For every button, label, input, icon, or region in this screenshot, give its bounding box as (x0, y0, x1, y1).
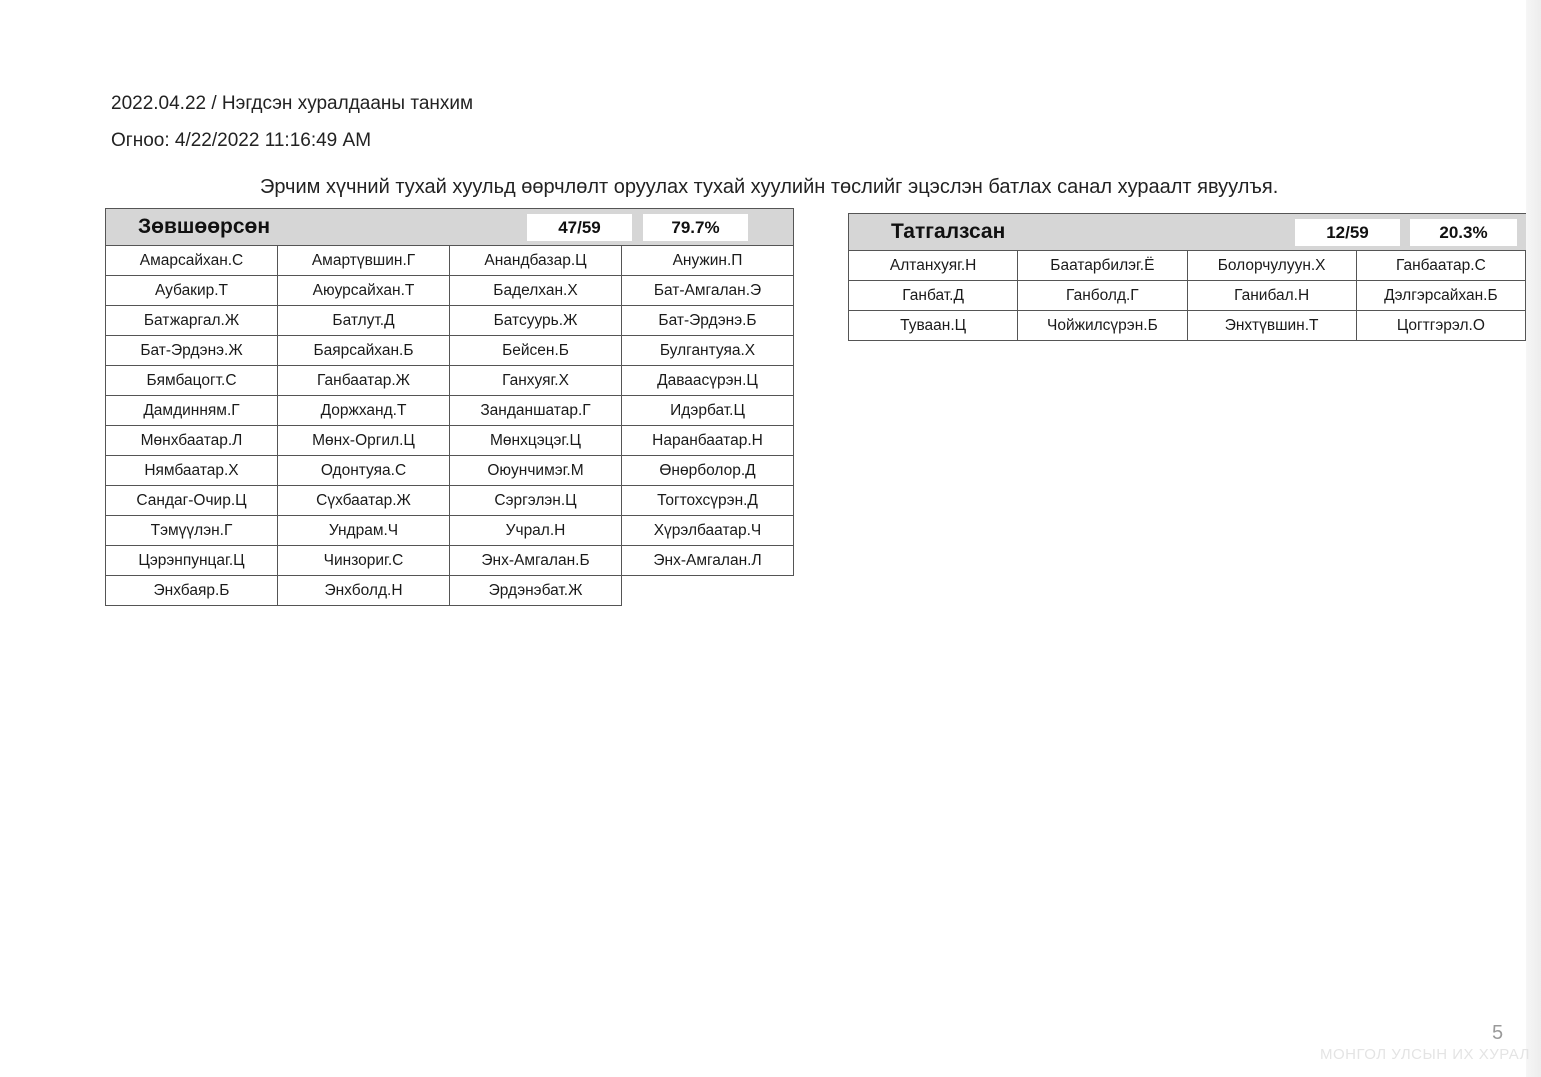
member-name-cell: Занданшатар.Г (450, 396, 622, 426)
approved-title: Зөвшөөрсөн (138, 215, 271, 238)
member-name-cell: Энхбаяр.Б (106, 576, 278, 606)
watermark: МОНГОЛ УЛСЫН ИХ ХУРАЛ (1320, 1046, 1530, 1063)
member-name-cell: Энхболд.Н (278, 576, 450, 606)
member-name-cell: Сандаг-Очир.Ц (106, 486, 278, 516)
member-name-cell: Даваасүрэн.Ц (622, 366, 794, 396)
member-name-cell: Ганбаатар.С (1357, 251, 1526, 281)
member-name-cell: Энхтүвшин.Т (1188, 311, 1357, 341)
member-name-cell: Баатарбилэг.Ё (1018, 251, 1187, 281)
member-name-cell: Амартүвшин.Г (278, 246, 450, 276)
member-name-cell: Бямбацогт.С (106, 366, 278, 396)
motion-text: Эрчим хүчний тухай хуульд өөрчлөлт оруулах тухай хуулийн төслийг эцэслэн батлах санал хураалт явуулъя. (260, 176, 1279, 198)
member-name-cell: Доржханд.Т (278, 396, 450, 426)
member-name-cell: Батлут.Д (278, 306, 450, 336)
member-name-cell: Тэмүүлэн.Г (106, 516, 278, 546)
date-line: Огноо: 4/22/2022 11:16:49 AM (111, 130, 372, 151)
member-name-cell: Сэргэлэн.Ц (450, 486, 622, 516)
member-name-cell: Бейсен.Б (450, 336, 622, 366)
rejected-percent: 20.3% (1410, 219, 1517, 246)
member-name-cell: Бат-Амгалан.Э (622, 276, 794, 306)
member-name-cell: Чинзориг.С (278, 546, 450, 576)
member-name-cell: Анужин.П (622, 246, 794, 276)
member-name-cell: Чойжилсүрэн.Б (1018, 311, 1187, 341)
member-name-cell: Бат-Эрдэнэ.Б (622, 306, 794, 336)
member-name-cell: Наранбаатар.Н (622, 426, 794, 456)
approved-count: 47/59 (527, 214, 632, 241)
member-name-cell: Цогтгэрэл.О (1357, 311, 1526, 341)
member-name-cell: Энх-Амгалан.Б (450, 546, 622, 576)
member-name-cell: Амарсайхан.С (106, 246, 278, 276)
member-name-cell: Аубакир.Т (106, 276, 278, 306)
rejected-header (848, 213, 1526, 251)
member-name-cell: Нямбаатар.Х (106, 456, 278, 486)
member-name-cell: Өнөрболор.Д (622, 456, 794, 486)
member-name-cell: Оюунчимэг.М (450, 456, 622, 486)
approved-header (105, 208, 794, 246)
member-name-cell: Туваан.Ц (849, 311, 1018, 341)
member-name-cell: Учрал.Н (450, 516, 622, 546)
member-name-cell: Ганибал.Н (1188, 281, 1357, 311)
member-name-cell: Тогтохсүрэн.Д (622, 486, 794, 516)
rejected-block (848, 213, 1526, 341)
rejected-members-grid (848, 251, 1526, 341)
member-name-cell: Аюурсайхан.Т (278, 276, 450, 306)
session-line: 2022.04.22 / Нэгдсэн хуралдааны танхим (111, 93, 474, 114)
rejected-title: Татгалзсан (891, 220, 1006, 243)
member-name-cell: Бат-Эрдэнэ.Ж (106, 336, 278, 366)
member-name-cell: Болорчулуун.Х (1188, 251, 1357, 281)
member-name-cell: Идэрбат.Ц (622, 396, 794, 426)
member-name-cell: Дэлгэрсайхан.Б (1357, 281, 1526, 311)
approved-members-grid (105, 246, 794, 606)
member-name-cell: Ганболд.Г (1018, 281, 1187, 311)
member-name-cell: Баделхан.Х (450, 276, 622, 306)
member-name-cell: Батсуурь.Ж (450, 306, 622, 336)
member-name-cell: Одонтуяа.С (278, 456, 450, 486)
member-name-cell: Мөнхбаатар.Л (106, 426, 278, 456)
approved-block (105, 208, 794, 606)
member-name-cell: Алтанхуяг.Н (849, 251, 1018, 281)
member-name-cell: Батжаргал.Ж (106, 306, 278, 336)
scan-edge (1526, 0, 1541, 1077)
member-name-cell: Баярсайхан.Б (278, 336, 450, 366)
member-name-cell: Ганбат.Д (849, 281, 1018, 311)
member-name-cell: Цэрэнпунцаг.Ц (106, 546, 278, 576)
member-name-cell: Ганбаатар.Ж (278, 366, 450, 396)
member-name-cell: Энх-Амгалан.Л (622, 546, 794, 576)
member-name-cell: Анандбазар.Ц (450, 246, 622, 276)
member-name-cell: Эрдэнэбат.Ж (450, 576, 622, 606)
member-name-cell: Хүрэлбаатар.Ч (622, 516, 794, 546)
member-name-cell: Булгантуяа.Х (622, 336, 794, 366)
member-name-cell: Сүхбаатар.Ж (278, 486, 450, 516)
page-number: 5 (1492, 1022, 1504, 1044)
member-name-cell: Мөнх-Оргил.Ц (278, 426, 450, 456)
member-name-cell: Мөнхцэцэг.Ц (450, 426, 622, 456)
approved-percent: 79.7% (643, 214, 748, 241)
member-name-cell: Ганхуяг.Х (450, 366, 622, 396)
rejected-count: 12/59 (1295, 219, 1400, 246)
member-name-cell: Ундрам.Ч (278, 516, 450, 546)
member-name-cell: Дамдинням.Г (106, 396, 278, 426)
